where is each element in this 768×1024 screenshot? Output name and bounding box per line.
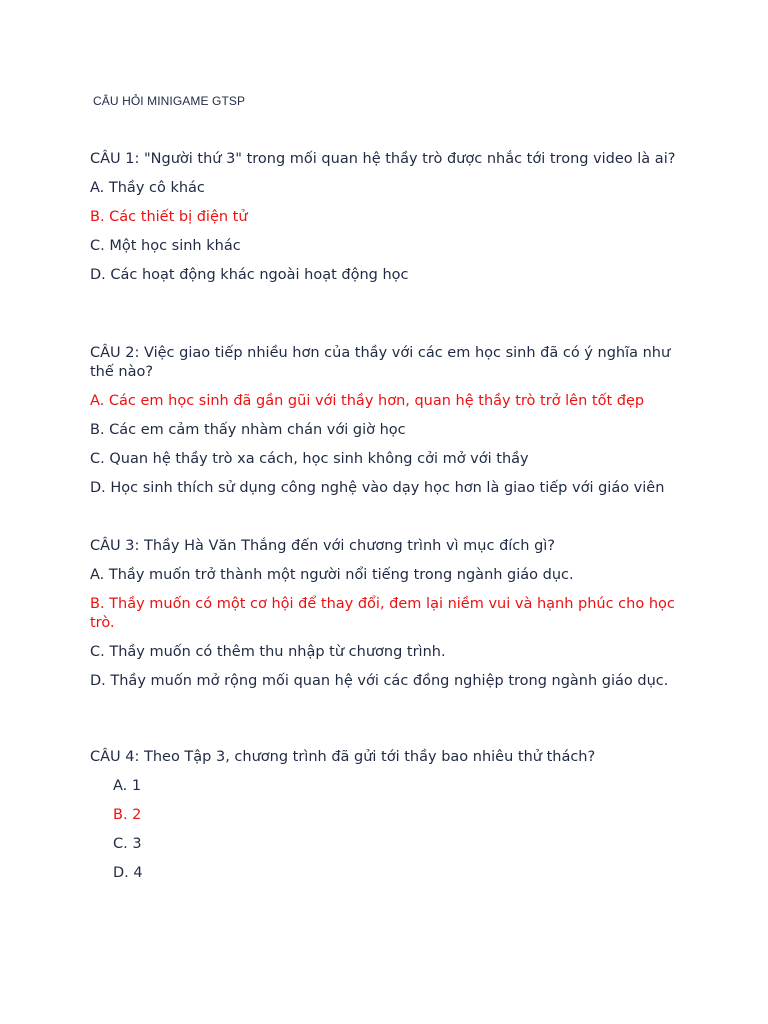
question-1-option-b-correct: B. Các thiết bị điện tử	[90, 209, 248, 225]
question-4-text: CÂU 4: Theo Tập 3, chương trình đã gửi tới thầy bao nhiêu thử thách?	[90, 749, 596, 765]
question-3-option-c: C. Thầy muốn có thêm thu nhập từ chương trình.	[90, 644, 446, 660]
question-3-text: CÂU 3: Thầy Hà Văn Thắng đến với chương trình vì mục đích gì?	[90, 538, 555, 554]
question-2-option-c: C. Quan hệ thầy trò xa cách, học sinh không cởi mở với thầy	[90, 451, 529, 467]
question-4	[90, 748, 690, 883]
question-4-option-a: A. 1	[113, 778, 142, 794]
question-1-option-c: C. Một học sinh khác	[90, 238, 241, 254]
question-2-option-b: B. Các em cảm thấy nhàm chán với giờ học	[90, 422, 406, 438]
question-4-option-c: C. 3	[113, 836, 142, 852]
question-2	[90, 344, 690, 498]
document-title: CÂU HỎI MINIGAME GTSP	[93, 94, 246, 108]
question-4-option-b-correct: B. 2	[113, 807, 142, 823]
question-1-option-d: D. Các hoạt động khác ngoài hoạt động học	[90, 267, 409, 283]
question-1-text: CÂU 1: "Người thứ 3" trong mối quan hệ thầy trò được nhắc tới trong video là ai?	[90, 151, 676, 167]
question-1-option-a: A. Thầy cô khác	[90, 180, 205, 196]
question-2-text: CÂU 2: Việc giao tiếp nhiều hơn của thầy với các em học sinh đã có ý nghĩa như thế nào?	[90, 345, 671, 380]
question-2-option-a-correct: A. Các em học sinh đã gần gũi với thầy hơn, quan hệ thầy trò trở lên tốt đẹp	[90, 393, 645, 409]
question-3-option-a: A. Thầy muốn trở thành một người nổi tiếng trong ngành giáo dục.	[90, 567, 574, 583]
question-3-option-b-correct: B. Thầy muốn có một cơ hội để thay đổi, đem lại niềm vui và hạnh phúc cho học trò.	[90, 596, 675, 631]
question-4-option-d: D. 4	[113, 865, 143, 881]
question-2-option-d: D. Học sinh thích sử dụng công nghệ vào dạy học hơn là giao tiếp với giáo viên	[90, 480, 665, 496]
question-3-option-d: D. Thầy muốn mở rộng mối quan hệ với các đồng nghiệp trong ngành giáo dục.	[90, 673, 669, 689]
question-3	[90, 537, 690, 691]
question-1	[90, 150, 690, 285]
